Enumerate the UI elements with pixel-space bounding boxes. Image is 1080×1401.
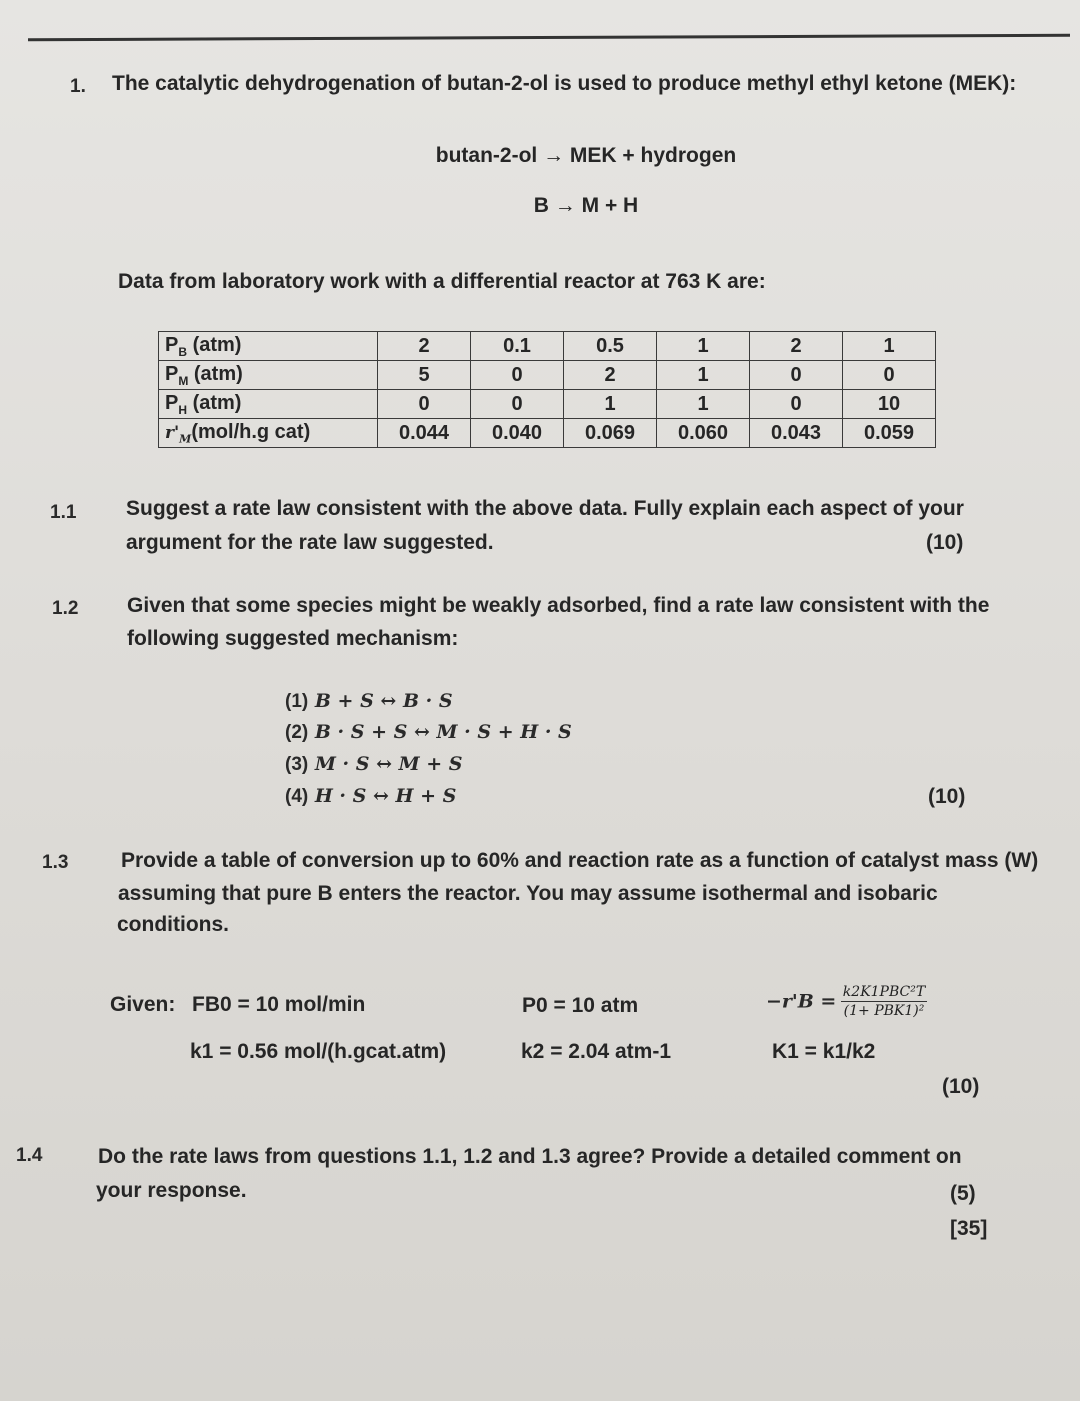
table-row [159,332,936,361]
table-cell: 1 [657,390,750,419]
rate-fraction [841,984,927,1019]
q13-line1: Provide a table of conversion up to 60% and reaction rate as a function of catalyst mass (W) [121,849,1039,872]
rate-data-table [158,331,936,448]
table-cell: 0 [750,361,843,390]
table-cell: 0.1 [471,332,564,361]
table-cell: 1 [657,361,750,390]
q11-line1: Suggest a rate law consistent with the above data. Fully explain each aspect of your [126,497,964,520]
q14-line1: Do the rate laws from questions 1.1, 1.2 and 1.3 agree? Provide a detailed comment on [98,1145,962,1168]
table-cell: 0.069 [564,419,657,448]
given-fb0: FB0 = 10 mol/min [192,993,366,1016]
question-number: 1. [70,76,86,97]
q14-line2: your response. [96,1179,247,1202]
q13-marks: (10) [942,1075,980,1098]
total-marks: [35] [950,1217,988,1240]
reaction-words: butan-2-ol → MEK + hydrogen [435,144,737,167]
given-label: Given: [110,993,176,1016]
q14-marks: (5) [950,1182,976,1205]
mechanism-step: (3) M · S ↔ M + S [285,753,463,775]
table-cell: 10 [843,390,936,419]
table-cell: 0.060 [657,419,750,448]
row-label: $r'_M(mol/h.g$ cat) [159,419,378,448]
row-label: $P_M$ (atm) [159,361,378,390]
table-cell: 0.040 [471,419,564,448]
given-K1: K1 = k1/k2 [772,1040,876,1063]
table-cell: 5 [378,361,471,390]
table-row [159,361,936,390]
mechanism-step: (4) H · S ↔ H + S [285,785,457,807]
row-label: $P_H$ (atm) [159,390,378,419]
q12-line2: following suggested mechanism: [127,627,459,650]
q13-number: 1.3 [42,852,69,873]
table-cell: 1 [843,332,936,361]
mechanism-step: (2) B · S + S ↔ M · S + H · S [285,721,572,743]
table-row [159,419,936,448]
given-k2: k2 = 2.04 atm-1 [521,1040,672,1063]
table-cell: 0.059 [843,419,936,448]
table-cell: 0.043 [750,419,843,448]
reaction-symbols: B → M + H [533,194,639,217]
q12-marks: (10) [928,785,966,808]
row-label: $P_B$ (atm) [159,332,378,361]
mechanism-step: (1) B + S ↔ B · S [285,690,453,712]
table-cell: 2 [564,361,657,390]
table-cell: 0 [750,390,843,419]
table-cell: 1 [564,390,657,419]
rate-lhs: −r'B = [766,990,837,1013]
table-row [159,390,936,419]
table-cell: 0 [378,390,471,419]
question-intro: The catalytic dehydrogenation of butan-2-ol is used to produce methyl ethyl ketone (MEK): [112,72,1017,95]
given-k1: k1 = 0.56 mol/(h.gcat.atm) [190,1040,447,1063]
table-cell: 2 [750,332,843,361]
q11-line2: argument for the rate law suggested. [126,531,494,554]
q12-line1: Given that some species might be weakly adsorbed, find a rate law consistent with the [127,594,990,617]
rate-expression [766,984,927,1019]
given-p0: P0 = 10 atm [522,994,639,1017]
table-cell: 0.044 [378,419,471,448]
table-cell: 0 [471,390,564,419]
q13-line2: assuming that pure B enters the reactor. You may assume isothermal and isobaric [118,882,938,905]
table-cell: 0 [471,361,564,390]
q12-number: 1.2 [52,598,79,619]
table-cell: 2 [378,332,471,361]
table-cell: 1 [657,332,750,361]
rate-numerator: k2K1PBC²T [842,984,926,1000]
q11-marks: (10) [926,531,964,554]
top-rule [28,34,1070,42]
q11-number: 1.1 [50,502,77,523]
rate-denominator: (1+ PBK1)² [843,1003,925,1019]
q14-number: 1.4 [16,1145,43,1166]
table-cell: 0 [843,361,936,390]
table-cell: 0.5 [564,332,657,361]
data-intro: Data from laboratory work with a differential reactor at 763 K are: [118,270,766,293]
q13-line3: conditions. [117,913,229,936]
